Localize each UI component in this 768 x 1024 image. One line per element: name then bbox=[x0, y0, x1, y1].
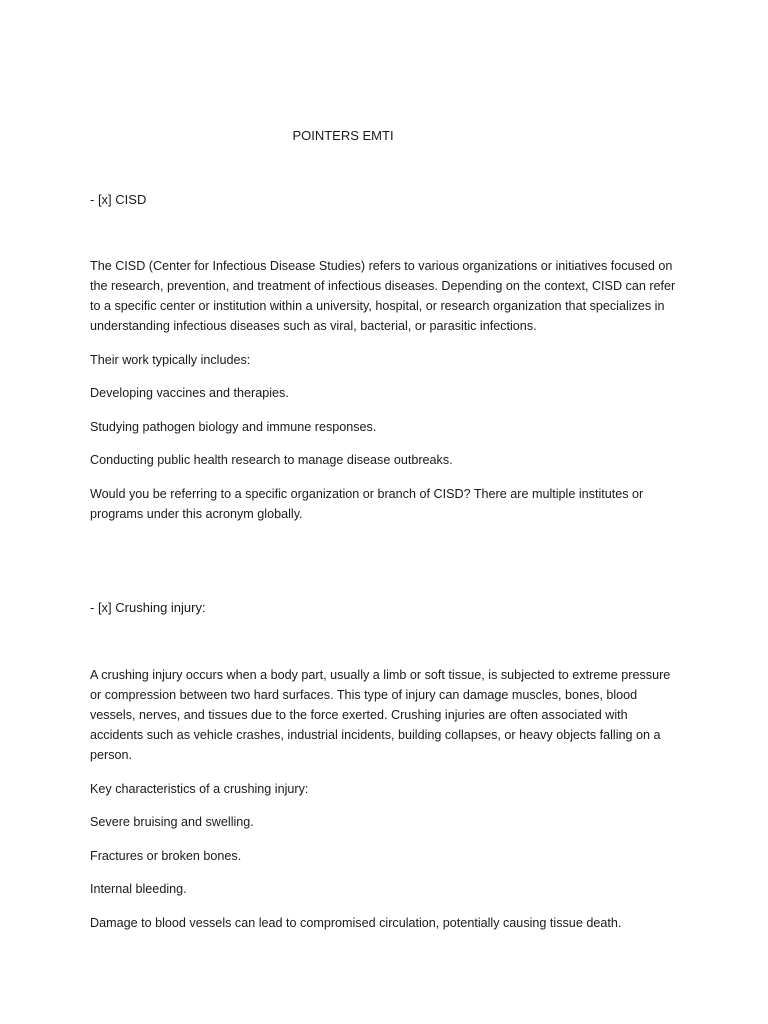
section-body-cisd bbox=[90, 256, 680, 524]
paragraph: Fractures or broken bones. bbox=[90, 848, 242, 863]
paragraph: Would you be referring to a specific organization or branch of CISD? There are multiple institutes or programs under this acronym globally. bbox=[90, 486, 644, 521]
paragraph: Studying pathogen biology and immune responses. bbox=[90, 419, 377, 434]
section-heading-crushing-injury: - [x] Crushing injury: bbox=[90, 600, 206, 615]
section-body-crushing-injury bbox=[90, 665, 680, 933]
paragraph: Developing vaccines and therapies. bbox=[90, 386, 289, 400]
paragraph: A crushing injury occurs when a body part, usually a limb or soft tissue, is subjected to extreme pressure or compression between two hard surfaces. This type of injury can damage muscles, bones, blood vessels, nerves, and tissues due to the force exerted. Crushing injuries are often associated with accidents such as vehicle crashes, industrial incidents, building collapses, or heavy objects falling on a person. bbox=[90, 668, 671, 762]
section-heading-cisd: - [x] CISD bbox=[90, 192, 147, 207]
document-title: POINTERS EMTI bbox=[292, 128, 394, 143]
paragraph: Internal bleeding. bbox=[90, 882, 187, 896]
paragraph: Their work typically includes: bbox=[90, 352, 251, 367]
paragraph: Severe bruising and swelling. bbox=[90, 815, 254, 829]
paragraph: Key characteristics of a crushing injury: bbox=[90, 781, 309, 796]
paragraph: Conducting public health research to manage disease outbreaks. bbox=[90, 453, 453, 467]
paragraph: The CISD (Center for Infectious Disease Studies) refers to various organizations or initiatives focused on the research, prevention, and treatment of infectious diseases. Depending on the context, CISD can refer to a specific center or institution within a university, hospital, or research organization that specializes in understanding infectious diseases such as viral, bacterial, or parasitic infections. bbox=[90, 259, 676, 333]
paragraph: Damage to blood vessels can lead to compromised circulation, potentially causing tissue death. bbox=[90, 915, 622, 930]
